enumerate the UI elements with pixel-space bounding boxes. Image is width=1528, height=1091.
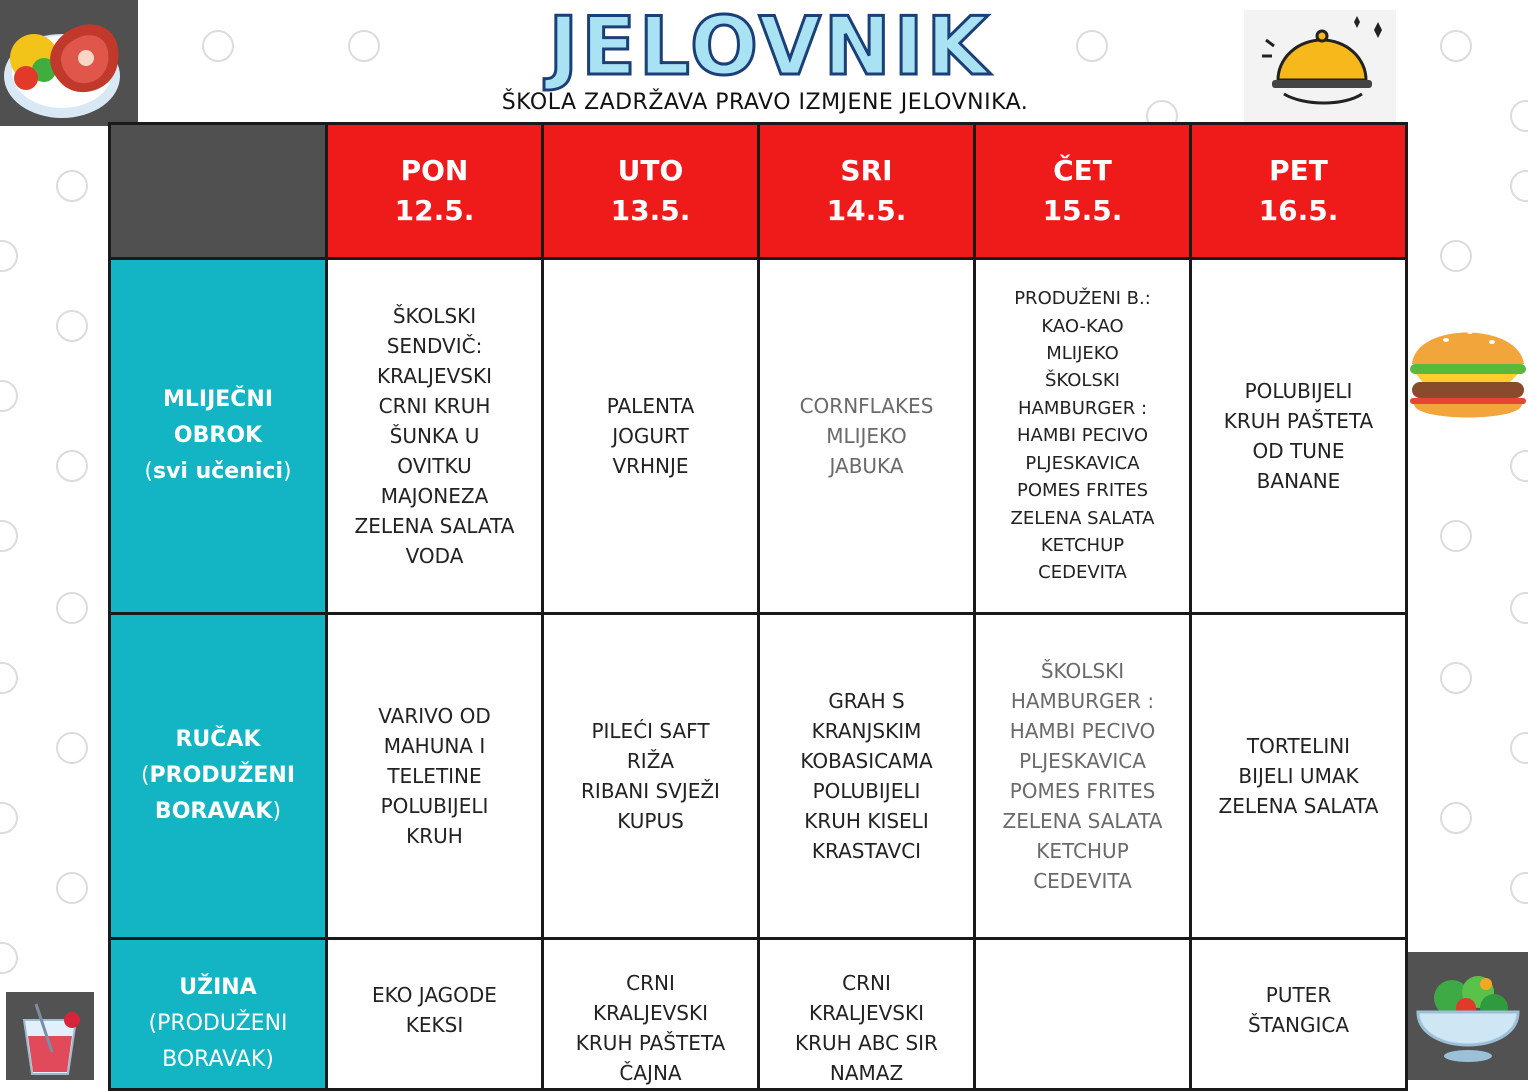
row-label-paren: ) (283, 459, 292, 484)
day-date: 13.5. (610, 194, 691, 227)
menu-cell: CRNI KRALJEVSKI KRUH PAŠTETA ČAJNA (543, 939, 759, 1090)
bg-dot (0, 380, 18, 412)
bg-dot (0, 942, 18, 974)
menu-cell: TORTELINI BIJELI UMAK ZELENA SALATA (1191, 614, 1407, 939)
day-date: 12.5. (394, 194, 475, 227)
day-date: 16.5. (1258, 194, 1339, 227)
table-row-snack (110, 939, 1407, 1090)
day-header (543, 124, 759, 259)
bg-dot (1510, 450, 1528, 482)
menu-cell: VARIVO OD MAHUNA I TELETINE POLUBIJELI KRUH (327, 614, 543, 939)
row-label-paren: ( (140, 763, 150, 788)
day-header (975, 124, 1191, 259)
bg-dot (1440, 802, 1472, 834)
bg-dot (1440, 520, 1472, 552)
bg-dot (56, 592, 88, 624)
row-label-paren: ) (272, 799, 282, 824)
menu-cell: PILEĆI SAFT RIŽA RIBANI SVJEŽI KUPUS (543, 614, 759, 939)
bg-dot (1440, 30, 1472, 62)
day-name: ČET (1053, 154, 1112, 187)
row-label-title: RUČAK (175, 727, 261, 752)
day-name: PON (400, 154, 469, 187)
day-name: UTO (617, 154, 684, 187)
day-name: PET (1269, 154, 1328, 187)
menu-cell: ŠKOLSKI HAMBURGER : HAMBI PECIVO PLJESKAVICA POMES FRITES ZELENA SALATA KETCHUP CEDEVITA (975, 614, 1191, 939)
day-name: SRI (840, 154, 893, 187)
drink-glass-icon (6, 992, 94, 1080)
bg-dot (56, 872, 88, 904)
bg-dot (1510, 100, 1528, 132)
salad-bowl-icon (1408, 952, 1528, 1080)
bg-dot (56, 450, 88, 482)
bg-dot (1510, 732, 1528, 764)
burger-icon (1406, 318, 1528, 428)
page-title: JELOVNIK (548, 0, 992, 93)
table-header-row (110, 124, 1407, 259)
steak-plate-icon (0, 0, 138, 126)
row-label-paren: ( (144, 459, 153, 484)
menu-cell (975, 939, 1191, 1090)
bg-dot (0, 240, 18, 272)
bg-dot (1510, 872, 1528, 904)
menu-cell: POLUBIJELI KRUH PAŠTETA OD TUNE BANANE (1191, 259, 1407, 614)
day-date: 15.5. (1042, 194, 1123, 227)
day-header (759, 124, 975, 259)
row-label-breakfast (110, 259, 327, 614)
row-label-title: MLIJEČNI OBROK (162, 387, 274, 448)
bg-dot (0, 520, 18, 552)
day-date: 14.5. (826, 194, 907, 227)
bg-dot (1076, 30, 1108, 62)
menu-cell: PUTER ŠTANGICA (1191, 939, 1407, 1090)
day-header (327, 124, 543, 259)
bg-dot (1510, 592, 1528, 624)
day-header (1191, 124, 1407, 259)
row-label-subtitle: PRODUŽENI BORAVAK (149, 763, 296, 824)
bg-dot (0, 662, 18, 694)
bg-dot (56, 170, 88, 202)
menu-cell: PALENTA JOGURT VRHNJE (543, 259, 759, 614)
bg-dot (1440, 662, 1472, 694)
serving-cloche-icon (1244, 10, 1396, 122)
menu-cell: PRODUŽENI B.: KAO-KAO MLIJEKO ŠKOLSKI HAMBURGER : HAMBI PECIVO PLJESKAVICA POMES FRITES ZELENA SALATA KETCHUP CEDEVITA (975, 259, 1191, 614)
bg-dot (202, 30, 234, 62)
page-subtitle: ŠKOLA ZADRŽAVA PRAVO IZMJENE JELOVNIKA. (501, 90, 1029, 115)
menu-cell: EKO JAGODE KEKSI (327, 939, 543, 1090)
corner-cell (110, 124, 327, 259)
bg-dot (0, 802, 18, 834)
table-row-lunch (110, 614, 1407, 939)
bg-dot (1440, 240, 1472, 272)
menu-cell: ŠKOLSKI SENDVIČ: KRALJEVSKI CRNI KRUH ŠUNKA U OVITKU MAJONEZA ZELENA SALATA VODA (327, 259, 543, 614)
menu-cell: CORNFLAKES MLIJEKO JABUKA (759, 259, 975, 614)
row-label-subtitle: (PRODUŽENI BORAVAK) (148, 1011, 288, 1072)
bg-dot (56, 310, 88, 342)
menu-table (108, 122, 1408, 1091)
bg-dot (1510, 170, 1528, 202)
row-label-snack (110, 939, 327, 1090)
row-label-lunch (110, 614, 327, 939)
menu-cell: CRNI KRALJEVSKI KRUH ABC SIR NAMAZ (759, 939, 975, 1090)
bg-dot (56, 732, 88, 764)
table-row-breakfast (110, 259, 1407, 614)
row-label-subtitle: svi učenici (152, 459, 284, 484)
bg-dot (348, 30, 380, 62)
menu-cell: GRAH S KRANJSKIM KOBASICAMA POLUBIJELI KRUH KISELI KRASTAVCI (759, 614, 975, 939)
row-label-title: UŽINA (179, 975, 257, 1000)
